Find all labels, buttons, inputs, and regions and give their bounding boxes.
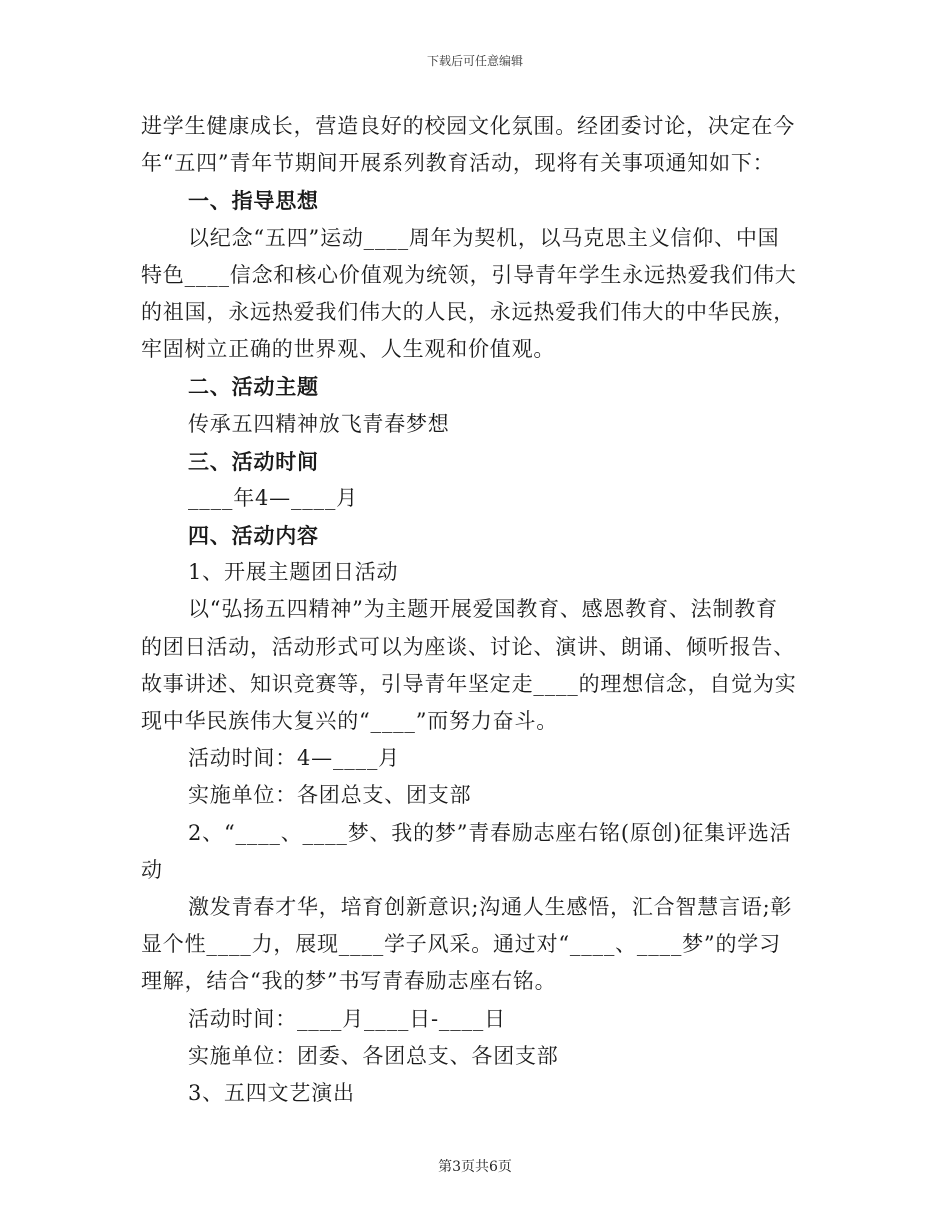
page-number: 第3页共6页 xyxy=(438,1159,512,1175)
page-header: 下载后可任意编辑 xyxy=(426,54,523,68)
body-line: 以“弘扬五四精神”为主题开展爱国教育、感恩教育、法制教育 xyxy=(188,597,778,622)
implementing-unit-line: 实施单位：各团总支、团支部 xyxy=(188,783,472,808)
activity-time-text: ____年4—____月 xyxy=(188,485,358,510)
subsection-title: 3、五四文艺演出 xyxy=(188,1080,355,1105)
document-body xyxy=(141,108,811,1112)
body-line: 进学生健康成长，营造良好的校园文化氛围。经团委讨论，决定在今 xyxy=(141,114,795,138)
body-line: 年“五四”青年节期间开展系列教育活动，现将有关事项通知如下： xyxy=(141,151,775,176)
implementing-unit-line: 实施单位：团委、各团总支、各团支部 xyxy=(188,1043,559,1068)
activity-time-line: 活动时间：4—____月 xyxy=(188,746,400,771)
body-line: 显个性____力，展现____学子风采。通过对“____、____梦”的学习 xyxy=(141,932,781,957)
body-line: 理解，结合“我的梦”书写青春励志座右铭。 xyxy=(141,969,557,994)
activity-theme-text: 传承五四精神放飞青春梦想 xyxy=(188,411,450,436)
body-line: 的团日活动，活动形式可以为座谈、讨论、演讲、朗诵、倾听报告、 xyxy=(141,634,795,659)
section-heading-activity-theme: 二、活动主题 xyxy=(188,374,319,400)
section-heading-guiding-ideology: 一、指导思想 xyxy=(188,188,319,214)
body-line: 以纪念“五四”运动____周年为契机，以马克思主义信仰、中国 xyxy=(188,225,780,250)
body-line: 现中华民族伟大复兴的“____”而努力奋斗。 xyxy=(141,709,559,733)
body-line: 激发青春才华，培育创新意识;沟通人生感悟，汇合智慧言语;彰 xyxy=(188,894,793,919)
subsection-title: 1、开展主题团日活动 xyxy=(188,560,399,585)
activity-time-line: 活动时间：____月____日-____日 xyxy=(188,1006,506,1031)
body-line: 牢固树立正确的世界观、人生观和价值观。 xyxy=(141,337,556,362)
section-heading-activity-time: 三、活动时间 xyxy=(188,448,319,474)
body-line: 特色____信念和核心价值观为统领，引导青年学生永远热爱我们伟大 xyxy=(141,262,797,287)
body-line: 的祖国，永远热爱我们伟大的人民，永远热爱我们伟大的中华民族， xyxy=(141,299,795,324)
subsection-title: 2、“____、____梦、我的梦”青春励志座右铭(原创)征集评选活 xyxy=(188,820,792,845)
section-heading-activity-content: 四、活动内容 xyxy=(188,523,319,549)
body-line: 故事讲述、知识竞赛等，引导青年坚定走____的理想信念，自觉为实 xyxy=(141,671,797,696)
subsection-title-continued: 动 xyxy=(141,857,163,882)
